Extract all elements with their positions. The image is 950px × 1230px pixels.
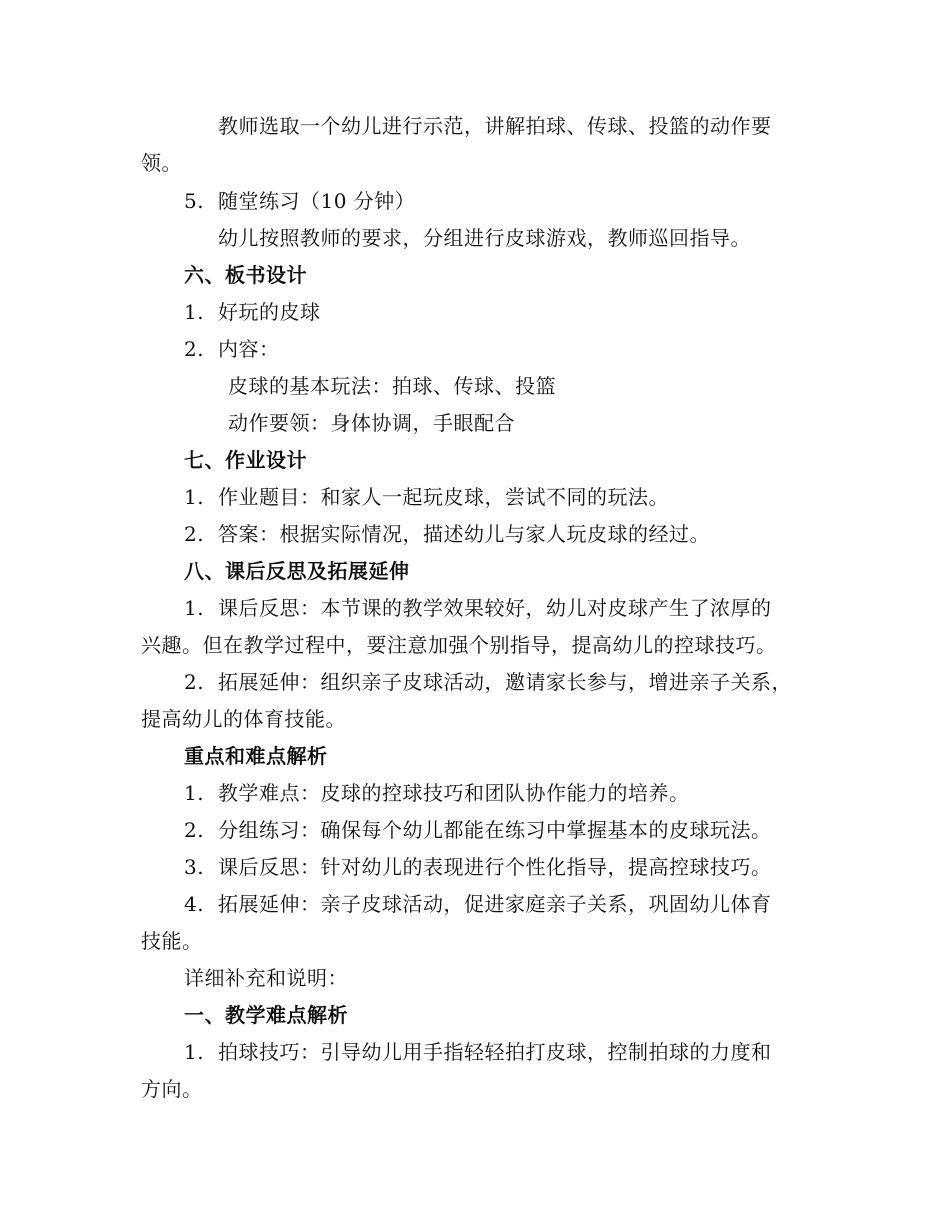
list-item: 1. 教学难点：皮球的控球技巧和团队协作能力的培养。 <box>184 781 690 805</box>
list-item: 2. 分组练习：确保每个幼儿都能在练习中掌握基本的皮球玩法。 <box>184 818 772 842</box>
list-number: 2. <box>184 337 205 361</box>
list-item: 1. 课后反思：本节课的教学效果较好，幼儿对皮球产生了浓厚的 <box>184 596 772 620</box>
paragraph-line: 领。 <box>141 151 182 175</box>
list-number: 1. <box>184 596 205 620</box>
paragraph-line: 教师选取一个幼儿进行示范，讲解拍球、传球、投篮的动作要 <box>218 114 772 138</box>
list-item: 4. 拓展延伸：亲子皮球活动，促进家庭亲子关系，巩固幼儿体育 <box>184 892 772 916</box>
section-heading: 一、教学难点解析 <box>184 1003 348 1027</box>
section-heading: 八、课后反思及拓展延伸 <box>184 559 410 583</box>
paragraph-line: 皮球的基本玩法：拍球、传球、投篮 <box>228 374 556 398</box>
section-heading: 七、作业设计 <box>184 448 307 472</box>
list-number: 5. <box>184 189 205 213</box>
list-number: 1. <box>184 1040 205 1064</box>
list-item: 1. 作业题目：和家人一起玩皮球，尝试不同的玩法。 <box>184 485 669 509</box>
paragraph-line: 提高幼儿的体育技能。 <box>141 707 346 731</box>
list-item: 1. 好玩的皮球 <box>184 300 321 324</box>
list-number: 1. <box>184 300 205 324</box>
list-item: 2. 拓展延伸：组织亲子皮球活动，邀请家长参与，增进亲子关系， <box>184 670 792 694</box>
list-item: 2. 内容： <box>184 337 280 361</box>
list-number: 2. <box>184 670 205 694</box>
list-number: 3. <box>184 855 205 879</box>
paragraph-line: 兴趣。但在教学过程中，要注意加强个别指导，提高幼儿的控球技巧。 <box>141 633 777 657</box>
list-number: 2. <box>184 522 205 546</box>
list-number: 2. <box>184 818 205 842</box>
paragraph-line: 详细补充和说明： <box>184 966 348 990</box>
list-item: 5. 随堂练习（10 分钟） <box>184 189 416 213</box>
list-number: 1. <box>184 781 205 805</box>
list-number: 4. <box>184 892 205 916</box>
paragraph-line: 方向。 <box>141 1077 203 1101</box>
list-number: 1. <box>184 485 205 509</box>
paragraph-line: 幼儿按照教师的要求，分组进行皮球游戏，教师巡回指导。 <box>218 226 751 250</box>
paragraph-line: 技能。 <box>141 929 203 953</box>
paragraph-line: 动作要领：身体协调，手眼配合 <box>228 411 515 435</box>
list-item: 2. 答案：根据实际情况，描述幼儿与家人玩皮球的经过。 <box>184 522 710 546</box>
list-item: 3. 课后反思：针对幼儿的表现进行个性化指导，提高控球技巧。 <box>184 855 772 879</box>
section-heading: 重点和难点解析 <box>184 744 328 768</box>
section-heading: 六、板书设计 <box>184 263 307 287</box>
list-item: 1. 拍球技巧：引导幼儿用手指轻轻拍打皮球，控制拍球的力度和 <box>184 1040 772 1064</box>
